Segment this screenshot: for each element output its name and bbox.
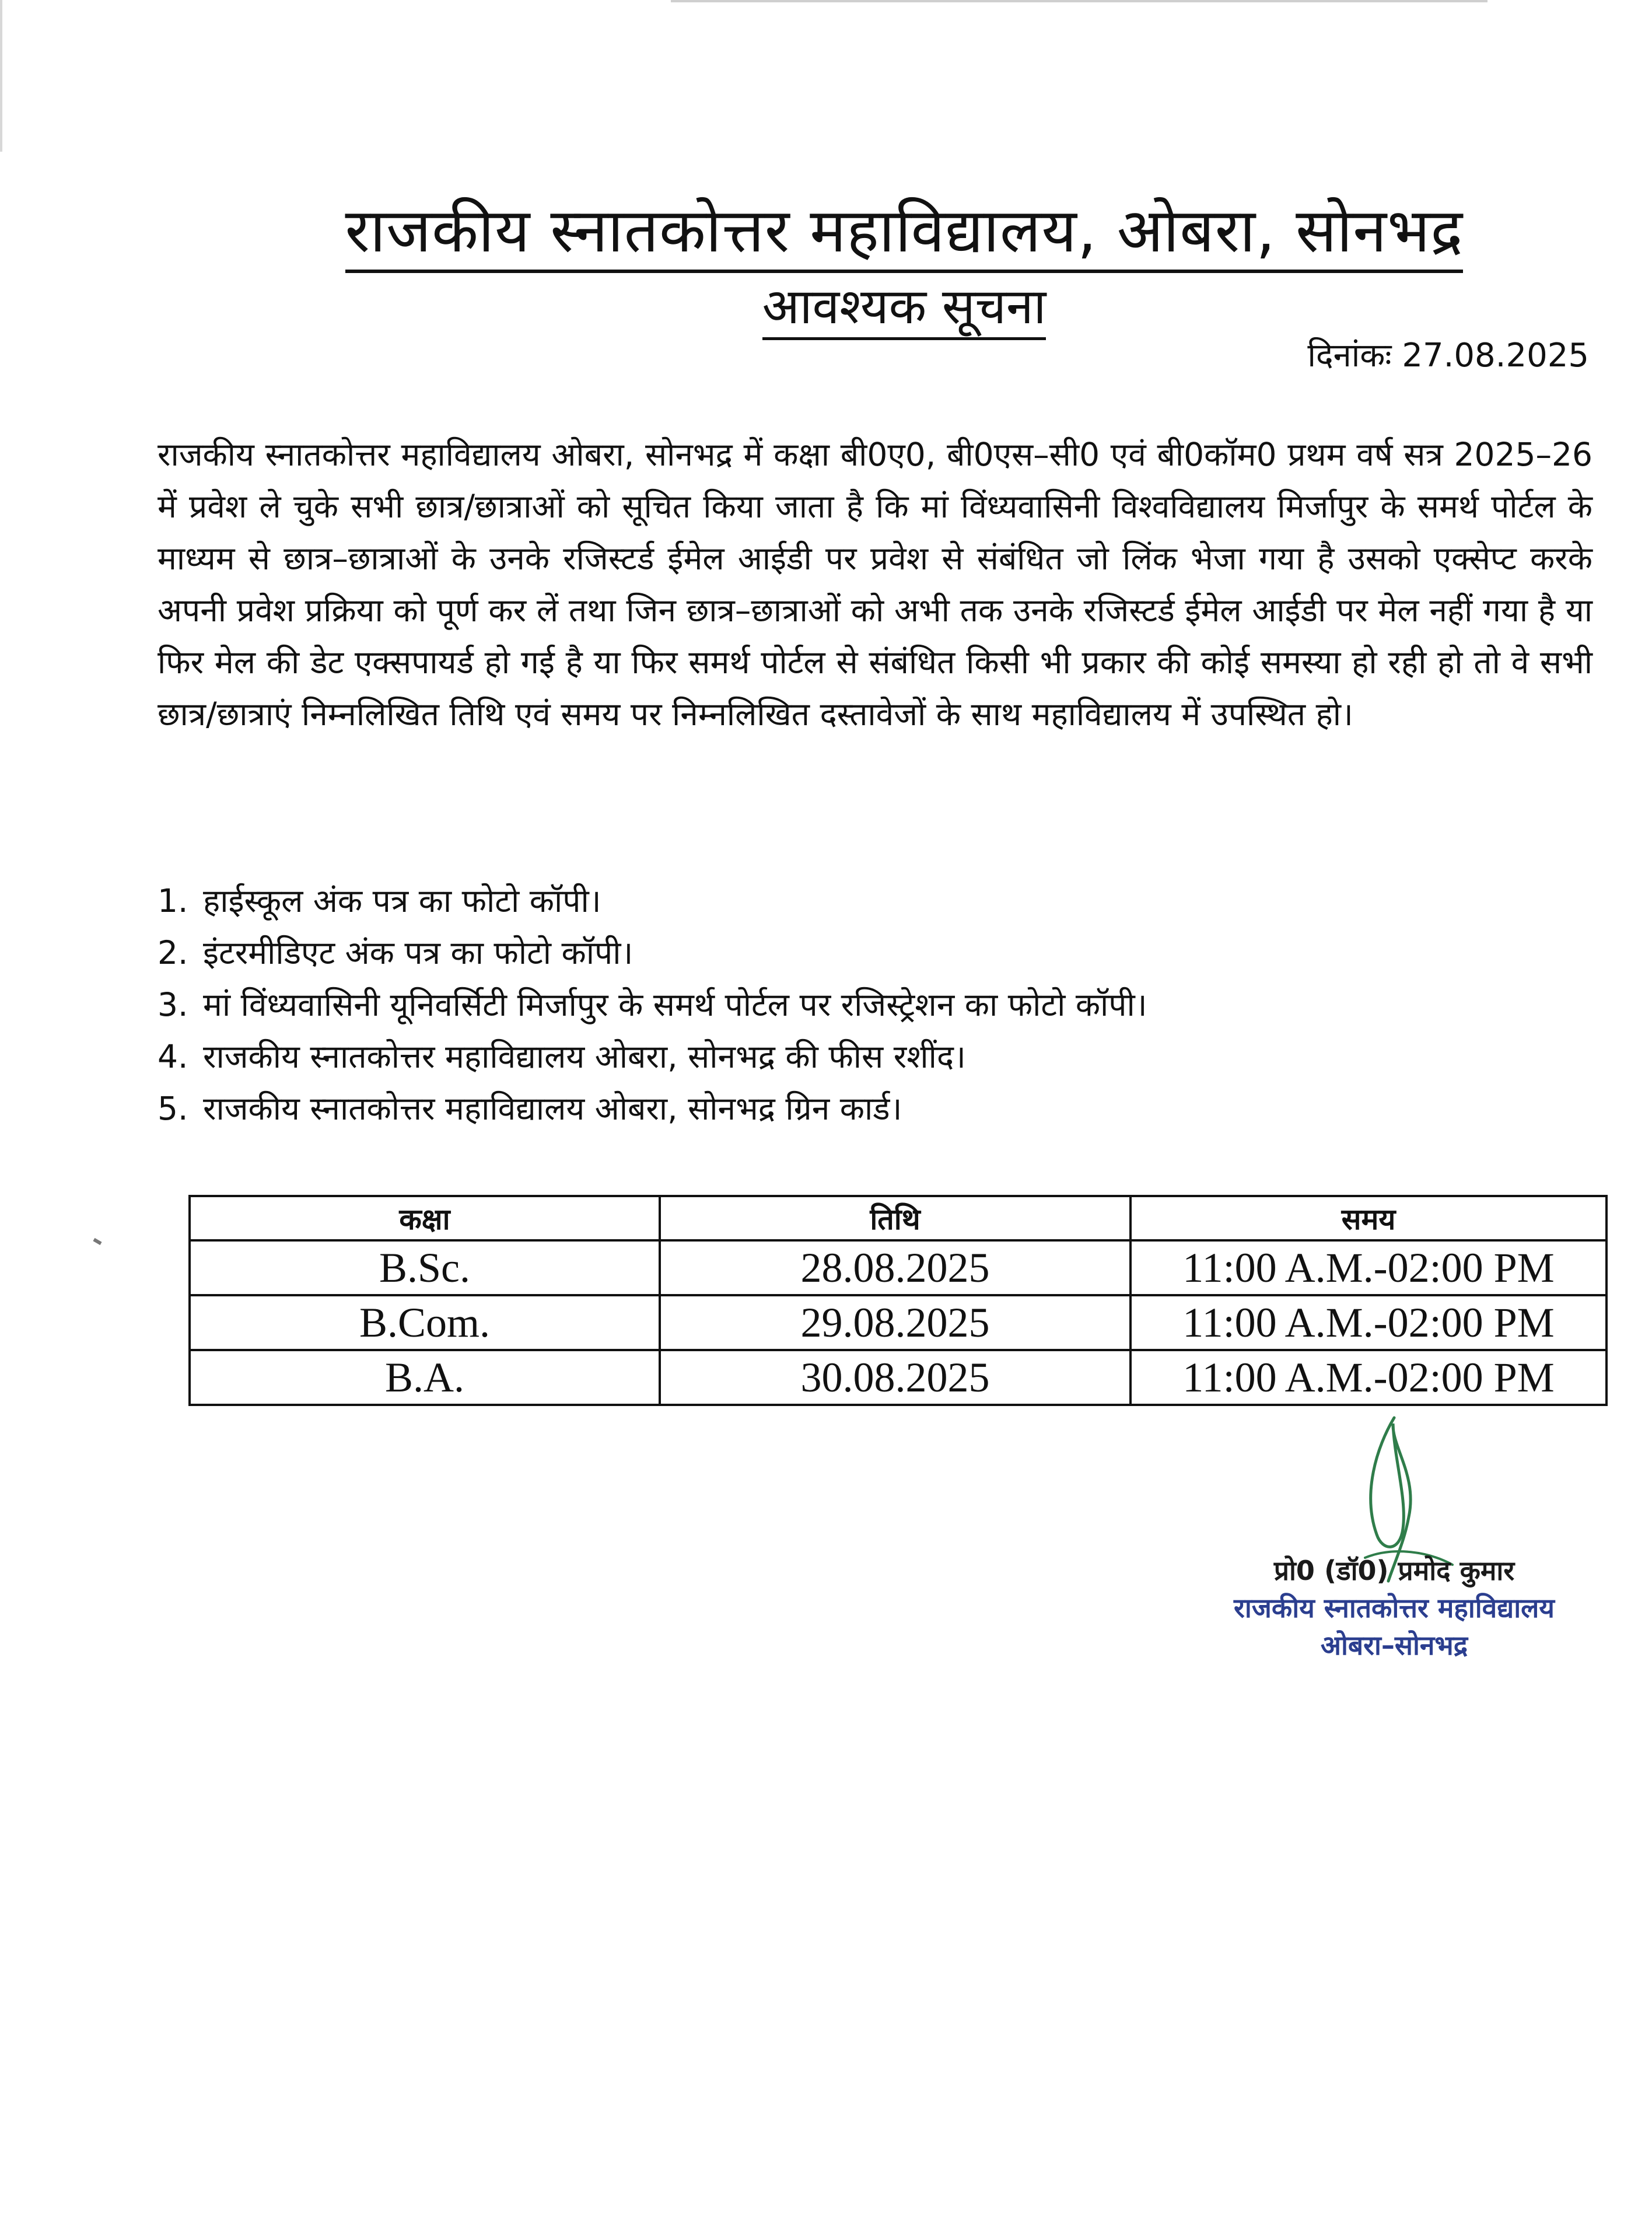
schedule-table <box>188 1195 1608 1406</box>
header-time: समय <box>1130 1196 1606 1240</box>
notice-body: राजकीय स्नातकोत्तर महाविद्यालय ओबरा, सोनभद्र में कक्षा बी0ए0, बी0एस–सी0 एवं बी0कॉम0 प्रथम वर्ष सत्र 2025–26 में प्रवेश ले चुके सभी छात्र/छात्राओं को सूचित किया जाता है कि मां विंध्यवासिनी विश्वविद्यालय मिर्जापुर के समर्थ पोर्टल के माध्यम से छात्र–छात्राओं के उनके रजिस्टर्ड ईमेल आईडी पर प्रवेश से संबंधित जो लिंक भेजा गया है उसको एक्सेप्ट करके अपनी प्रवेश प्रक्रिया को पूर्ण कर लें तथा जिन छात्र–छात्राओं को अभी तक उनके रजिस्टर्ड ईमेल आईडी पर मेल नहीं गया है या फिर मेल की डेट एक्सपायर्ड हो गई है या फिर समर्थ पोर्टल से संबंधित किसी भी प्रकार की कोई समस्या हो रही हो तो वे सभी छात्र/छात्राएं निम्नलिखित तिथि एवं समय पर निम्नलिखित दस्तावेजों के साथ महाविद्यालय में उपस्थित हो। <box>158 436 1592 733</box>
document-item <box>158 875 1558 927</box>
header-class: कक्षा <box>190 1196 660 1240</box>
document-number: 5. <box>158 1090 188 1127</box>
cell-date: 29.08.2025 <box>660 1295 1130 1350</box>
cell-class: B.A. <box>190 1350 660 1405</box>
table-row <box>190 1240 1606 1295</box>
required-documents-list <box>158 875 1558 1135</box>
document-text: हाईस्कूल अंक पत्र का फोटो कॉपी। <box>203 882 601 919</box>
document-text: राजकीय स्नातकोत्तर महाविद्यालय ओबरा, सोनभद्र की फीस रशींद। <box>203 1038 966 1075</box>
document-number: 4. <box>158 1038 188 1075</box>
document-number: 2. <box>158 934 188 971</box>
cell-time: 11:00 A.M.-02:00 PM <box>1130 1240 1606 1295</box>
scan-edge-top <box>671 0 1488 2</box>
college-name-text: राजकीय स्नातकोत्तर महाविद्यालय, ओबरा, सोनभद्र <box>345 195 1464 273</box>
table-row <box>190 1295 1606 1350</box>
stamp-location: ओबरा–सोनभद्र <box>1320 1629 1468 1661</box>
cell-class: B.Sc. <box>190 1240 660 1295</box>
cell-class: B.Com. <box>190 1295 660 1350</box>
cell-time: 11:00 A.M.-02:00 PM <box>1130 1350 1606 1405</box>
college-name-heading <box>292 193 1517 268</box>
document-text: मां विंध्यवासिनी यूनिवर्सिटी मिर्जापुर के समर्थ पोर्टल पर रजिस्ट्रेशन का फोटो कॉपी। <box>203 986 1147 1023</box>
cell-time: 11:00 A.M.-02:00 PM <box>1130 1295 1606 1350</box>
principal-name: प्रो0 (डॉ0) प्रमोद कुमार <box>1273 1555 1515 1586</box>
document-item <box>158 1031 1558 1083</box>
header-date: तिथि <box>660 1196 1130 1240</box>
document-item <box>158 1083 1558 1135</box>
document-text: राजकीय स्नातकोत्तर महाविद्यालय ओबरा, सोनभद्र ग्रिन कार्ड। <box>203 1090 902 1127</box>
notice-title <box>642 274 1167 338</box>
document-number: 1. <box>158 882 188 919</box>
document-item <box>158 927 1558 979</box>
cell-date: 30.08.2025 <box>660 1350 1130 1405</box>
principal-stamp <box>1190 1552 1598 1664</box>
notice-title-text: आवश्यक सूचना <box>762 278 1046 340</box>
table-header-row <box>190 1196 1606 1240</box>
notice-date: दिनांकः 27.08.2025 <box>1307 337 1589 375</box>
scan-speck <box>93 1238 102 1245</box>
scan-edge-left <box>0 0 2 152</box>
table-row <box>190 1350 1606 1405</box>
document-number: 3. <box>158 986 188 1023</box>
document-item <box>158 979 1558 1031</box>
document-text: इंटरमीडिएट अंक पत्र का फोटो कॉपी। <box>203 934 634 971</box>
stamp-college-name: राजकीय स्नातकोत्तर महाविद्यालय <box>1234 1592 1555 1624</box>
cell-date: 28.08.2025 <box>660 1240 1130 1295</box>
